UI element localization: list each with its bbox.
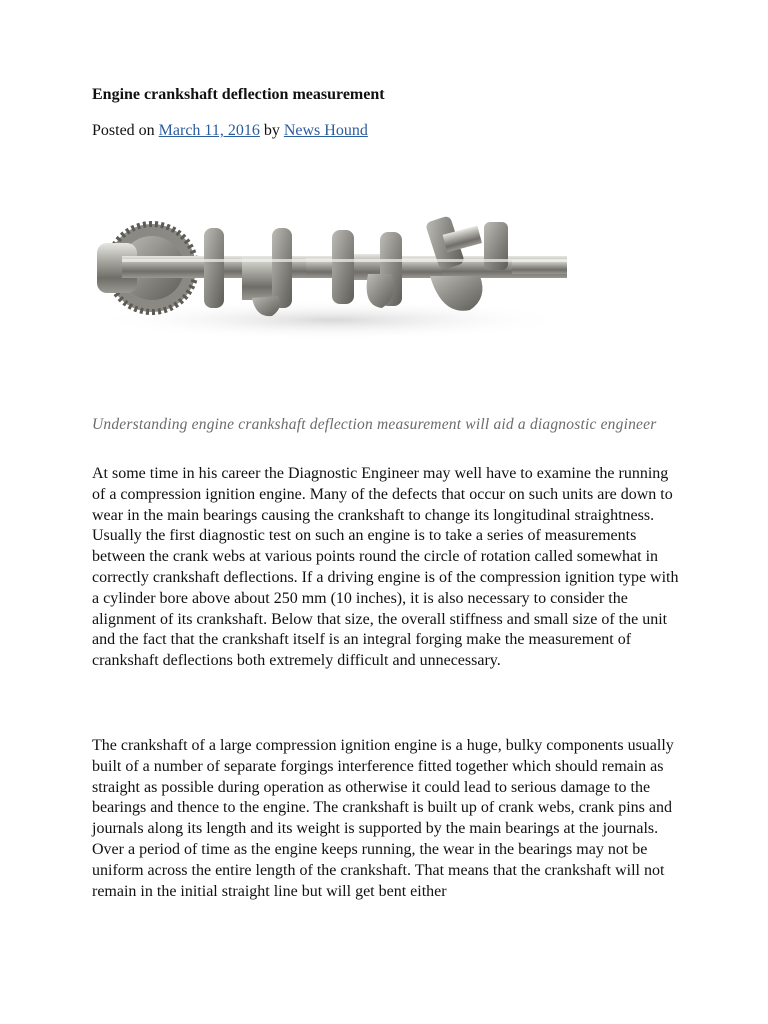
article-title: Engine crankshaft deflection measurement: [92, 86, 385, 103]
post-date-link[interactable]: March 11, 2016: [158, 122, 260, 139]
paragraph-2: The crankshaft of a large compression ignition engine is a huge, bulky components usually built of a number of separate forgings interference fitted together which should remain as straight as possible during operation as otherwise it could lead to serious damage to the bearings and thence to the engine. The crankshaft is built up of crank webs, crank pins and journals along its length and its weight is supported by the main bearings at the journals. Over a period of time as the engine keeps running, the wear in the bearings may not be uniform across the entire length of the crankshaft. That means that the crankshaft will not remain in the initial straight line but will get bent either: [92, 737, 674, 900]
crankshaft-image: [92, 158, 572, 403]
by-label: by: [263, 122, 280, 139]
paragraph-1: At some time in his career the Diagnostic Engineer may well have to examine the running of a compression ignition engine. Many of the defects that occur on such units are down to wear in the main bearings causing the crankshaft to change its longitudinal straightness. Usually the first diagnostic test on such an engine is to take a series of measurements between the crank webs at various points round the circle of rotation called somewhat in correctly crankshaft deflections. If a driving engine is of the compression ignition type with a cylinder bore above about 250 mm (10 inches), it is also necessary to consider the alignment of its crankshaft. Below that size, the overall stiffness and small size of the unit and the fact that the crankshaft itself is an integral forging make the measurement of crankshaft deflections both extremely difficult and unnecessary.: [92, 465, 679, 670]
author-link[interactable]: News Hound: [283, 122, 368, 139]
post-meta: [92, 122, 368, 140]
posted-prefix: Posted on: [92, 122, 155, 139]
crankshaft-icon: [92, 158, 572, 403]
image-caption: Understanding engine crankshaft deflection measurement will aid a diagnostic engineer: [92, 416, 657, 433]
